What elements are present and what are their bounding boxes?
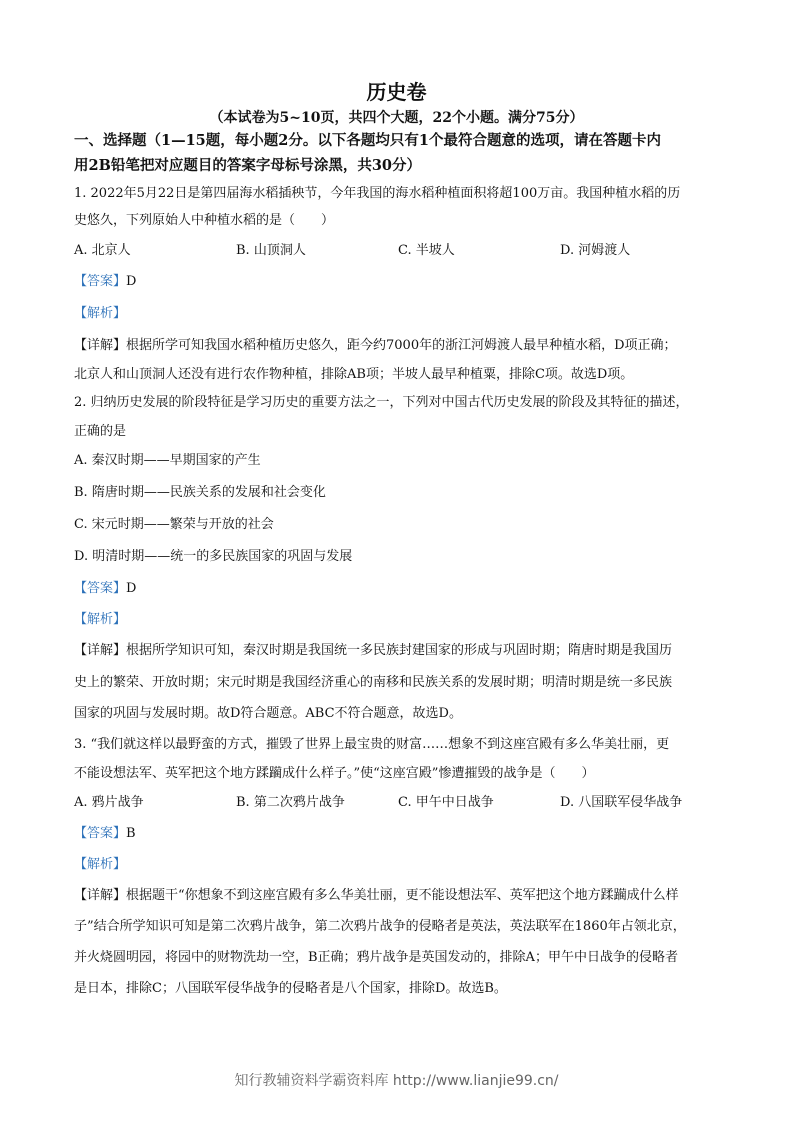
q3-option-a: A. 鸦片战争 xyxy=(74,795,144,810)
page-subtitle: （本试卷为5~10页，共四个大题，22个小题。满分75分） xyxy=(209,110,584,126)
q2-option-d: D. 明清时期——统一的多民族国家的巩固与发展 xyxy=(74,549,353,564)
q3-detail-line3: 并火烧圆明园，将园中的财物洗劫一空，B正确；鸦片战争是英国发动的，排除A；甲午中日战争的侵略者 xyxy=(74,950,678,965)
analysis-label: 【解析】 xyxy=(74,612,127,627)
q3-detail-line2: 子”结合所学知识可知是第二次鸦片战争，第二次鸦片战争的侵略者是英法，英法联军在1860年占领北京， xyxy=(74,919,686,934)
q2-analysis xyxy=(74,604,724,635)
detail-label: 【详解】 xyxy=(74,338,127,353)
q2-option-b: B. 隋唐时期——民族关系的发展和社会变化 xyxy=(74,485,326,500)
q1-detail-text1: 根据所学可知我国水稻种植历史悠久，距今约7000年的浙江河姆渡人最早种植水稻，D项正确； xyxy=(126,338,677,353)
q2-option-c: C. 宋元时期——繁荣与开放的社会 xyxy=(74,517,274,532)
q1-answer xyxy=(74,266,724,298)
document-body xyxy=(74,128,724,1004)
q2-detail-text1: 根据所学知识可知，秦汉时期是我国统一多民族封建国家的形成与巩固时期；隋唐时期是我国历 xyxy=(126,643,673,658)
q3-answer-value: B xyxy=(126,826,136,841)
analysis-label: 【解析】 xyxy=(74,306,127,321)
q2-stem-line1: 2. 归纳历史发展的阶段特征是学习历史的重要方法之一，下列对中国古代历史发展的阶段及其特征的描述， xyxy=(74,395,689,410)
q2-answer xyxy=(74,573,724,604)
q1-stem-line1: 1. 2022年5月22日是第四届海水稻插秧节，今年我国的海水稻种植面积将超100万亩。我国种植水稻的历 xyxy=(74,186,681,201)
q1-analysis xyxy=(74,298,724,330)
q1-option-a: A. 北京人 xyxy=(74,243,131,258)
detail-label: 【详解】 xyxy=(74,643,127,658)
q1-stem-line2: 史悠久，下列原始人中种植水稻的是（ ） xyxy=(74,213,335,228)
q1-detail-line2: 北京人和山顶洞人还没有进行农作物种植，排除AB项；半坡人最早种植粟，排除C项。故选D项。 xyxy=(74,367,634,382)
answer-label: 【答案】 xyxy=(74,581,127,596)
q1-option-c: C. 半坡人 xyxy=(398,243,455,258)
q2-option-a: A. 秦汉时期——早期国家的产生 xyxy=(74,453,261,468)
detail-label: 【详解】 xyxy=(74,888,127,903)
q1-option-d: D. 河姆渡人 xyxy=(560,243,631,258)
q2-detail-line2: 史上的繁荣、开放时期；宋元时期是我国经济重心的南移和民族关系的发展时期；明清时期是统一多民族 xyxy=(74,675,673,690)
q2-stem-line2: 正确的是 xyxy=(74,424,127,439)
q3-stem-line1: 3. “我们就这样以最野蛮的方式，摧毁了世界上最宝贵的财富……想象不到这座宫殿有多么华美壮丽，更 xyxy=(74,737,670,752)
q3-options xyxy=(74,788,724,818)
q1-options xyxy=(74,236,724,266)
q3-option-d: D. 八国联军侵华战争 xyxy=(560,795,683,810)
q1-option-b: B. 山顶洞人 xyxy=(236,243,306,258)
q3-stem-line2: 不能设想法军、英军把这个地方蹂躏成什么样子。”使“这座宫殿”惨遭摧毁的战争是（ ） xyxy=(74,766,595,781)
q3-analysis xyxy=(74,849,724,880)
page-title: 历史卷 xyxy=(366,80,427,104)
section-heading-line1: 一、选择题（1—15题，每小题2分。以下各题均只有1个最符合题意的选项，请在答题卡内 xyxy=(74,132,661,149)
q2-detail-line3: 国家的巩固与发展时期。故D符合题意。ABC不符合题意，故选D。 xyxy=(74,706,462,721)
q3-answer xyxy=(74,818,724,849)
section-heading-line2: 用2B铅笔把对应题目的答案字母标号涂黑，共30分） xyxy=(74,157,422,174)
q3-detail-line1 xyxy=(74,880,724,911)
q3-detail-line4: 是日本，排除C；八国联军侵华战争的侵略者是八个国家，排除D。故选B。 xyxy=(74,981,507,996)
q2-answer-value: D xyxy=(126,581,137,596)
q3-detail-text1: 根据题干“你想象不到这座宫殿有多么华美壮丽，更不能设想法军、英军把这个地方蹂躏成什么样 xyxy=(126,888,679,903)
footer-watermark: 知行教辅资料学霸资料库 http://www.lianjie99.cn/ xyxy=(234,1073,559,1089)
q2-detail-line1 xyxy=(74,635,724,667)
answer-label: 【答案】 xyxy=(74,826,127,841)
q1-answer-value: D xyxy=(126,274,137,289)
q3-option-b: B. 第二次鸦片战争 xyxy=(236,795,345,810)
answer-label: 【答案】 xyxy=(74,274,127,289)
q3-option-c: C. 甲午中日战争 xyxy=(398,795,494,810)
analysis-label: 【解析】 xyxy=(74,857,127,872)
q1-detail-line1 xyxy=(74,330,724,361)
